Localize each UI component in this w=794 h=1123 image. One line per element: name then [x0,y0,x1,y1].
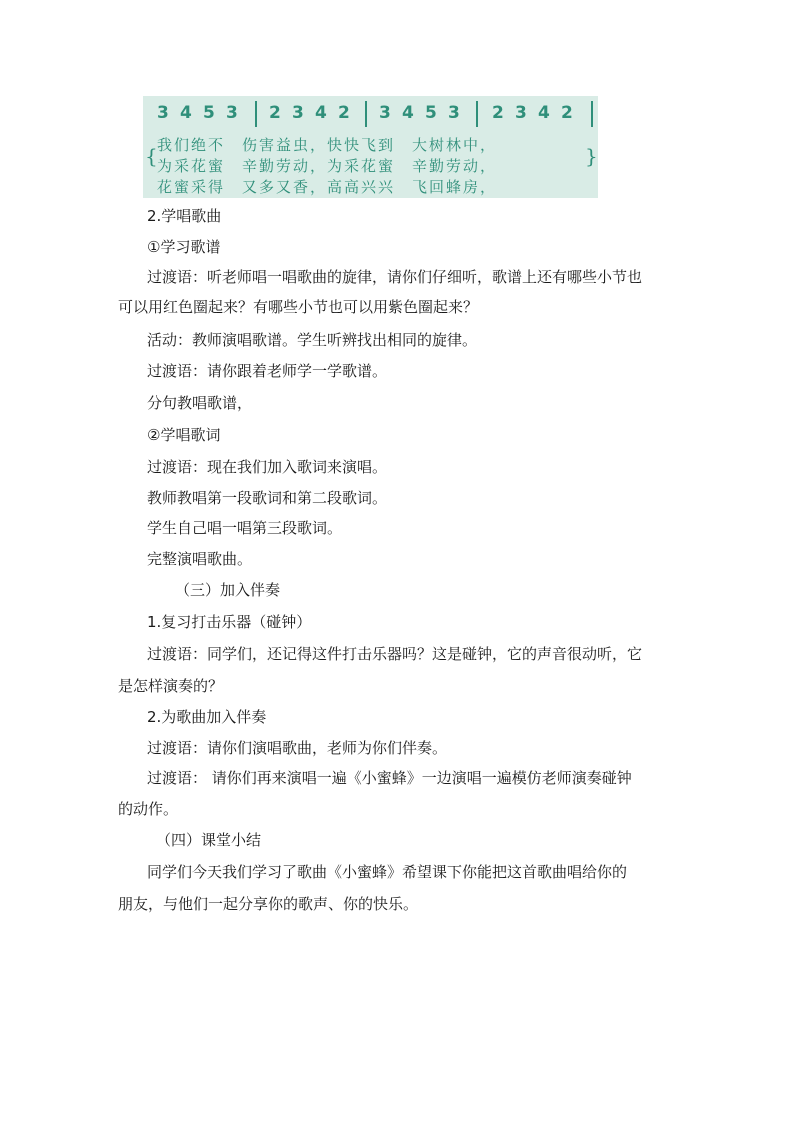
note: 2 [492,103,504,123]
lyric-line: 花蜜采得 又多又香，高高兴兴 飞回蜂房， [157,178,498,196]
note: 5 [425,103,437,123]
note: 3 [157,103,169,123]
section-heading: （四）课堂小结 [156,831,262,849]
note: 2 [338,103,350,123]
music-score-image [143,96,598,198]
subsection-heading: ②学唱歌词 [147,426,221,444]
subsection-heading: ①学习歌谱 [147,238,221,256]
paragraph: 教师教唱第一段歌词和第二段歌词。 [147,489,388,507]
note: 4 [538,103,550,123]
note: 2 [269,103,281,123]
bar-line [591,101,593,127]
note: 2 [561,103,573,123]
right-brace: } [585,144,598,168]
paragraph: 是怎样演奏的？ [118,677,224,695]
paragraph: 分句教唱歌谱， [147,394,253,412]
note: 4 [180,103,192,123]
bar-line [255,101,257,127]
paragraph: 过渡语：请你跟着老师学一学歌谱。 [147,362,388,380]
note: 5 [203,103,215,123]
note: 3 [448,103,460,123]
note: 3 [515,103,527,123]
lyric-line: 我们绝不 伤害益虫，快快飞到 大树林中， [157,136,498,154]
paragraph: 过渡语：请你们演唱歌曲，老师为你们伴奏。 [147,739,448,757]
note: 4 [402,103,414,123]
section-heading: 2.为歌曲加入伴奏 [147,708,267,726]
paragraph: 完整演唱歌曲。 [147,550,253,568]
section-heading: 2.学唱歌曲 [147,207,222,225]
left-brace: { [145,144,158,168]
paragraph: 过渡语：听老师唱一唱歌曲的旋律，请你们仔细听，歌谱上还有哪些小节也 [147,268,643,286]
bar-line [365,101,367,127]
notation-row [143,99,598,127]
paragraph: 过渡语：现在我们加入歌词来演唱。 [147,458,388,476]
paragraph: 活动：教师演唱歌谱。学生听辨找出相同的旋律。 [147,331,478,349]
bar-line [476,101,478,127]
note: 3 [226,103,238,123]
paragraph: 过渡语：同学们，还记得这件打击乐器吗？这是碰钟，它的声音很动听，它 [147,645,643,663]
note: 4 [315,103,327,123]
paragraph: 朋友，与他们一起分享你的歌声、你的快乐。 [118,895,419,913]
section-heading: （三）加入伴奏 [175,581,281,599]
note: 3 [379,103,391,123]
paragraph: 同学们今天我们学习了歌曲《小蜜蜂》希望课下你能把这首歌曲唱给你的 [147,863,628,881]
paragraph: 过渡语： 请你们再来演唱一遍《小蜜蜂》一边演唱一遍模仿老师演奏碰钟 [147,769,632,787]
note: 3 [292,103,304,123]
section-heading: 1.复习打击乐器（碰钟） [147,613,312,631]
paragraph: 的动作。 [118,800,179,818]
paragraph: 可以用红色圈起来？有哪些小节也可以用紫色圈起来？ [118,298,479,316]
paragraph: 学生自己唱一唱第三段歌词。 [147,519,343,537]
lyric-line: 为采花蜜 辛勤劳动，为采花蜜 辛勤劳动， [157,157,498,175]
